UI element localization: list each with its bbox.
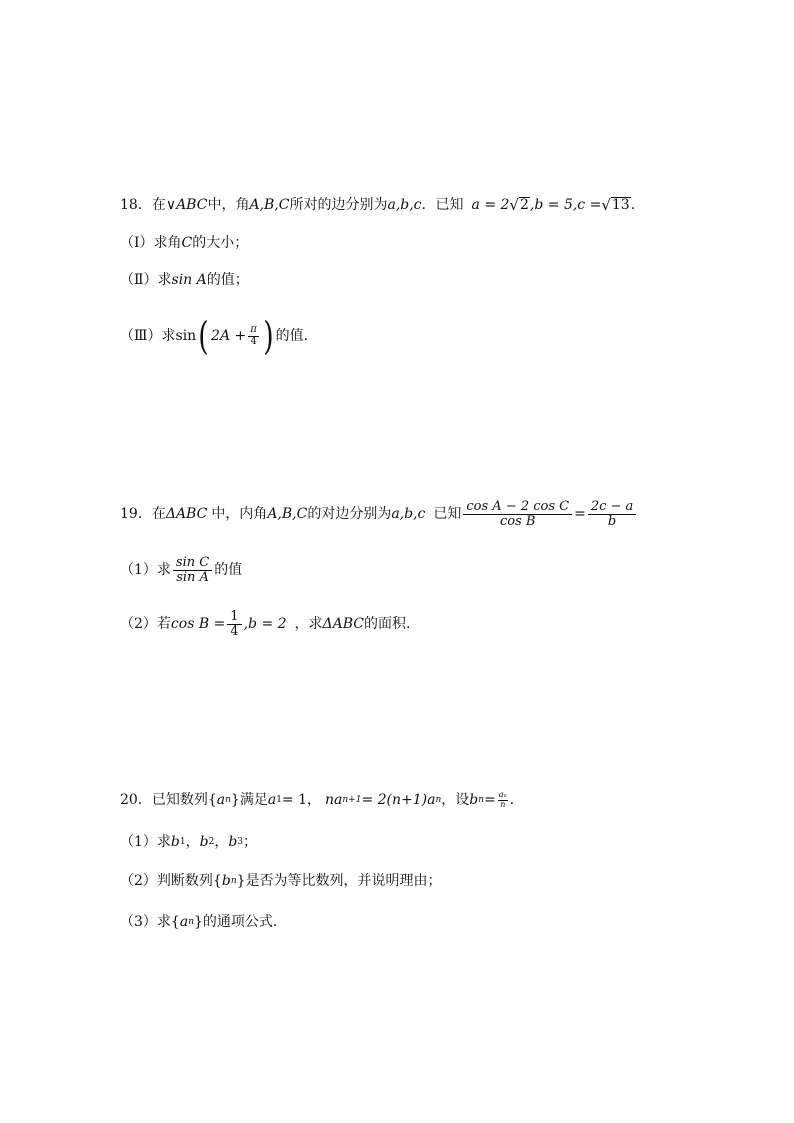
question-19-stem: 19． 在 ΔABC 中，内角 A,B,C 的对边分别为 a,b,c 已知 $\frac{\text{cos A − 2 cos C}}{\text{cos B}}$ = $\frac{2c - a}{b}$ bbox=[120, 500, 638, 528]
fraction: $\frac{\text{aₙ}}{n}$ bbox=[498, 790, 507, 809]
fraction: $\frac{\text{sin C}}{\text{sin A}}$ bbox=[173, 556, 212, 584]
question-18-stem: 18． 在 ∨ABC 中，角 A,B,C 所对的边分别为 a,b,c ．已知 a = 2 √ 2 ,b = 5,c = √ 13 ． bbox=[120, 196, 645, 214]
question-19-part-1: （1）求 $\frac{\text{sin C}}{\text{sin A}}$ 的值 bbox=[120, 555, 243, 585]
question-20-part-2: （2）判断数列 { b n } 是否为等比数列，并说明理由； bbox=[120, 873, 442, 889]
question-number: 18． bbox=[120, 197, 152, 213]
triangle-name: ∨ABC bbox=[165, 197, 208, 213]
sqrt-expression: √ 13 bbox=[601, 196, 630, 214]
fraction: $\frac{\pi}{4}$ bbox=[250, 324, 257, 347]
fraction: $\frac{1}{4}$ bbox=[227, 610, 241, 638]
question-20-part-1: （1）求 b 1 ， b 2 ， b 3 ； bbox=[120, 834, 258, 850]
fraction: $\frac{\text{cos A − 2 cos C}}{\text{cos B}}$ bbox=[463, 500, 572, 528]
question-18-part-1: （Ⅰ）求角 C 的大小； bbox=[120, 235, 249, 251]
question-18-part-3: （Ⅲ）求 sin ( 2A + $\frac{\pi}{4}$ ) 的值． bbox=[120, 314, 318, 358]
question-number: 20． bbox=[120, 792, 152, 808]
question-18-part-2: （Ⅱ）求 sin A 的值； bbox=[120, 272, 249, 288]
question-19-part-2: （2）若 cos B = $\frac{1}{4}$ ,b = 2 ，求 ΔABC 的面积. bbox=[120, 609, 411, 639]
question-20-part-3: （3）求 { a n } 的通项公式． bbox=[120, 914, 287, 930]
question-20-stem: 20． 已知数列 { a n } 满足 a 1 = 1 ， na n+1 = 2(n+1)a n ，设 b n = $\frac{\text{aₙ}}{n}$ ． bbox=[120, 790, 524, 809]
fraction: $\frac{2c - a}{b}$ bbox=[588, 500, 636, 528]
sqrt-expression: √ 2 bbox=[509, 196, 529, 214]
question-number: 19． bbox=[120, 506, 152, 523]
